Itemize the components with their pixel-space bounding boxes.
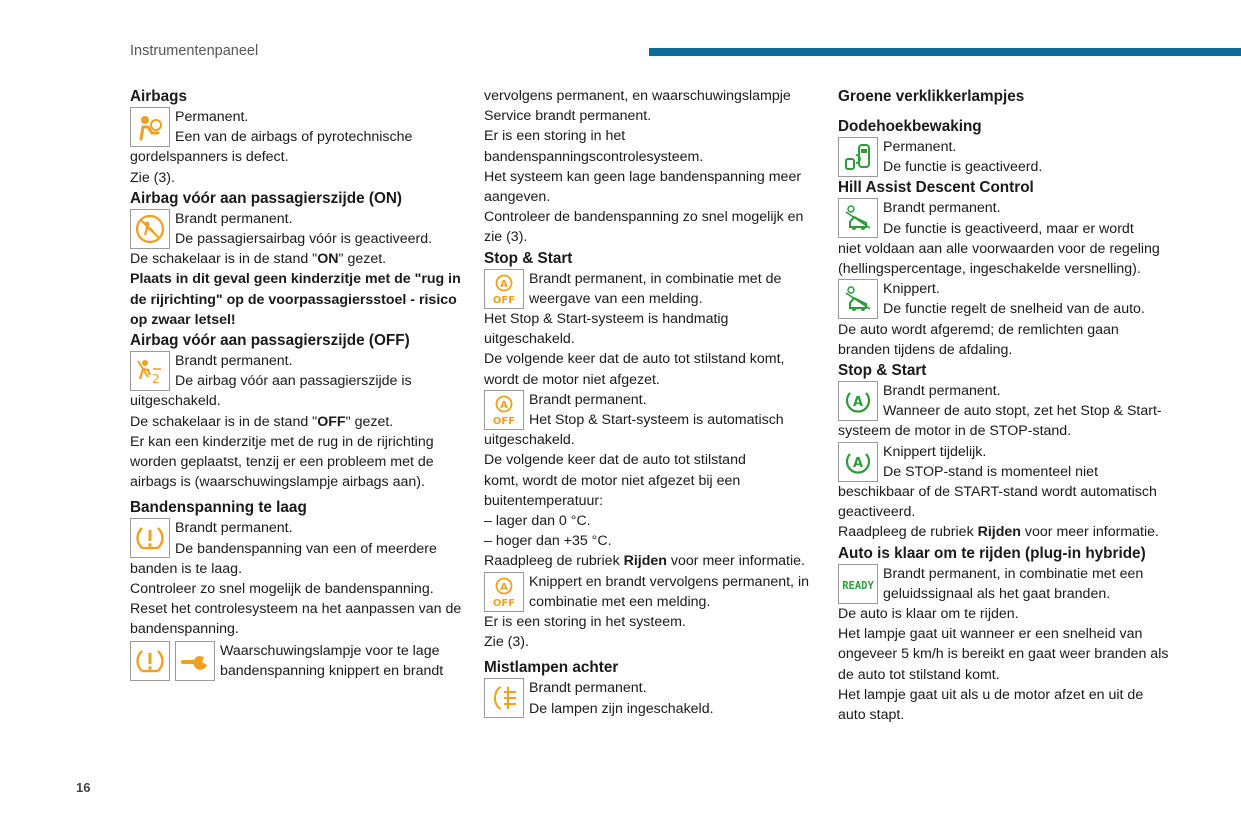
- text-line: Knippert tijdelijk.: [883, 443, 987, 460]
- heading-stop-start: Stop & Start: [484, 249, 573, 267]
- text-line: uitgeschakeld.: [484, 432, 575, 449]
- text-line: Het lampje gaat uit als u de motor afzet en uit de: [838, 686, 1144, 703]
- stop-start-manual-block: [484, 269, 820, 309]
- ready-label: READY: [842, 579, 874, 592]
- text-line: Er is een storing in het: [484, 128, 626, 145]
- stop-start-off-icon: [484, 390, 524, 430]
- text-line: geluidssignaal als het gaat branden.: [883, 585, 1111, 602]
- text-line: Brandt permanent.: [883, 383, 1001, 400]
- text-fragment-bold: OFF: [317, 413, 346, 430]
- heading-airbag-off: Airbag vóór aan passagierszijde (OFF): [130, 332, 410, 350]
- airbag-off-block: [130, 351, 465, 391]
- tyre-pressure-icon: [130, 518, 170, 558]
- text-line: Een van de airbags of pyrotechnische: [175, 129, 413, 146]
- text-fragment-bold: ON: [317, 251, 339, 268]
- list-item: – hoger dan +35 °C.: [484, 533, 612, 550]
- text-line: bandenspanning.: [130, 621, 239, 638]
- text-line: bandenspanning knippert en brandt: [220, 662, 444, 679]
- text-line: Zie (3).: [484, 634, 529, 651]
- text-line: uitgeschakeld.: [130, 393, 221, 410]
- blind-spot-block: [838, 137, 1183, 177]
- header-accent-bar: [649, 48, 1241, 56]
- heading-rear-fog: Mistlampen achter: [484, 659, 619, 677]
- off-label: OFF: [492, 597, 516, 608]
- svg-text:A: A: [500, 581, 508, 593]
- list-item: – lager dan 0 °C.: [484, 513, 591, 530]
- text-line: Brandt permanent.: [529, 680, 647, 697]
- text-line: geactiveerd.: [838, 504, 916, 521]
- text-line: Brandt permanent.: [529, 391, 647, 408]
- svg-text:A: A: [852, 395, 864, 411]
- warning-line: op zwaar letsel!: [130, 311, 236, 328]
- text-line: de auto tot stilstand komt.: [838, 666, 1000, 683]
- tyre-service-block: [130, 641, 465, 681]
- text-fragment: " gezet.: [338, 251, 387, 268]
- text-line: weergave van een melding.: [529, 290, 703, 307]
- hadc-blink-block: [838, 279, 1183, 319]
- text-line: wordt de motor niet afgezet.: [484, 371, 660, 388]
- heading-airbags: Airbags: [130, 88, 187, 105]
- svg-text:A: A: [852, 455, 864, 471]
- heading-airbag-on: Airbag vóór aan passagierszijde (ON): [130, 189, 403, 207]
- text-line: Waarschuwingslampje voor te lage: [220, 642, 440, 659]
- stop-start-active-icon: [838, 442, 878, 482]
- text-fragment: De schakelaar is in de stand ": [130, 251, 318, 268]
- text-line: (hellingspercentage, ingeschakelde versnelling).: [838, 261, 1141, 278]
- hadc-on-block: [838, 198, 1183, 238]
- warning-line: Plaats in dit geval geen kinderzitje met de "rug in: [130, 271, 461, 288]
- heading-ready: Auto is klaar om te rijden (plug-in hybride): [838, 544, 1146, 562]
- text-line: buitentemperatuur:: [484, 492, 604, 509]
- text-fragment: Raadpleeg de rubriek: [484, 553, 624, 570]
- text-line: Brandt permanent.: [175, 520, 293, 537]
- column-2: [484, 86, 820, 719]
- text-line: gordelspanners is defect.: [130, 149, 289, 166]
- text-line: De functie is geactiveerd.: [883, 159, 1043, 176]
- text-line: [130, 412, 465, 432]
- svg-text:A: A: [500, 278, 508, 290]
- airbag-on-block: [130, 209, 465, 249]
- service-wrench-icon: [175, 641, 215, 681]
- text-line: Knippert en brandt vervolgens permanent, in: [529, 573, 809, 590]
- text-line: Brandt permanent.: [175, 210, 293, 227]
- svg-text:A: A: [500, 399, 508, 411]
- text-line: Het Stop & Start-systeem is automatisch: [529, 412, 784, 429]
- text-line: Zie (3).: [130, 169, 175, 186]
- rear-fog-block: [484, 678, 820, 718]
- text-line: Brandt permanent, in combinatie met een: [883, 565, 1144, 582]
- heading-tyre-pressure: Bandenspanning te laag: [130, 499, 307, 517]
- passenger-airbag-on-icon: [130, 209, 170, 249]
- text-line: Knippert.: [883, 281, 940, 298]
- warning-line: de rijrichting" op de voorpassagiersstoel - risico: [130, 291, 457, 308]
- text-line: De lampen zijn ingeschakeld.: [529, 700, 714, 717]
- text-line: De volgende keer dat de auto tot stilstand: [484, 452, 746, 469]
- airbag-warning-icon: [130, 107, 170, 147]
- tyre-pressure-icon: [130, 641, 170, 681]
- text-line: airbags is (waarschuwingslampje airbags aan).: [130, 474, 425, 491]
- text-line: vervolgens permanent, en waarschuwingslampje: [484, 88, 791, 104]
- link-rijden: Rijden: [623, 553, 667, 570]
- text-line: Permanent.: [175, 109, 249, 125]
- column-3: [838, 86, 1183, 725]
- text-line: [484, 551, 820, 571]
- text-line: De airbag vóór aan passagierszijde is: [175, 373, 412, 390]
- text-line: combinatie met een melding.: [529, 593, 711, 610]
- text-fragment: voor meer informatie.: [1020, 524, 1159, 541]
- text-line: Permanent.: [883, 139, 957, 155]
- text-line: komt, wordt de motor niet afgezet bij een: [484, 472, 741, 489]
- text-fragment: voor meer informatie.: [666, 553, 805, 570]
- heading-blind-spot: Dodehoekbewaking: [838, 118, 982, 135]
- text-line: branden tijdens de afdaling.: [838, 341, 1013, 358]
- text-line: Brandt permanent.: [175, 353, 293, 370]
- blind-spot-icon: [838, 137, 878, 177]
- heading-green-lamps: Groene verklikkerlampjes: [838, 88, 1025, 105]
- text-line: De volgende keer dat de auto tot stilstand komt,: [484, 351, 785, 368]
- text-line: De STOP-stand is momenteel niet: [883, 463, 1099, 480]
- text-fragment: " gezet.: [345, 413, 394, 430]
- text-line: Het Stop & Start-systeem is handmatig: [484, 311, 729, 328]
- ready-icon: [838, 564, 878, 604]
- text-line: uitgeschakeld.: [484, 331, 575, 348]
- column-1: [130, 86, 465, 681]
- heading-hill-assist: Hill Assist Descent Control: [838, 179, 1034, 197]
- text-line: Er is een storing in het systeem.: [484, 614, 686, 631]
- text-line: De bandenspanning van een of meerdere: [175, 540, 437, 557]
- text-line: De functie is geactiveerd, maar er wordt: [883, 220, 1134, 237]
- off-label: OFF: [492, 415, 516, 426]
- text-fragment: De schakelaar is in de stand ": [130, 413, 318, 430]
- passenger-airbag-off-icon: [130, 351, 170, 391]
- tyre-block: [130, 518, 465, 558]
- text-line: bandenspanningscontrolesysteem.: [484, 148, 704, 165]
- text-line: aangeven.: [484, 189, 551, 206]
- text-line: Wanneer de auto stopt, zet het Stop & Start-: [883, 403, 1162, 420]
- text-line: De passagiersairbag vóór is geactiveerd.: [175, 231, 433, 248]
- page-header-title: Instrumentenpaneel: [130, 43, 259, 59]
- stop-start-active-icon: [838, 381, 878, 421]
- text-line: Het lampje gaat uit wanneer er een snelheid van: [838, 626, 1143, 643]
- text-line: Brandt permanent.: [883, 200, 1001, 217]
- text-fragment: Raadpleeg de rubriek: [838, 524, 978, 541]
- stop-start-green-block: [838, 381, 1183, 421]
- text-line: banden is te laag.: [130, 560, 243, 577]
- svg-text:2: 2: [152, 372, 160, 387]
- text-line: De auto is klaar om te rijden.: [838, 606, 1019, 623]
- stop-start-auto-block: [484, 390, 820, 430]
- text-line: auto stapt.: [838, 707, 905, 724]
- link-rijden: Rijden: [977, 524, 1021, 541]
- text-line: Brandt permanent, in combinatie met de: [529, 270, 782, 287]
- text-line: worden geplaatst, tenzij er een probleem met de: [130, 454, 434, 471]
- heading-stop-start-green: Stop & Start: [838, 362, 927, 380]
- text-line: Controleer zo snel mogelijk de bandenspanning.: [130, 581, 434, 598]
- ready-block: [838, 564, 1183, 604]
- off-label: OFF: [492, 294, 516, 305]
- stop-start-off-icon: [484, 572, 524, 612]
- text-line: zie (3).: [484, 229, 528, 246]
- stop-start-off-icon: [484, 269, 524, 309]
- text-line: beschikbaar of de START-stand wordt automatisch: [838, 484, 1157, 501]
- text-line: systeem de motor in de STOP-stand.: [838, 423, 1072, 440]
- hill-descent-icon: [838, 279, 878, 319]
- text-line: [130, 249, 465, 269]
- text-line: De auto wordt afgeremd; de remlichten gaan: [838, 321, 1119, 338]
- text-line: Er kan een kinderzitje met de rug in de rijrichting: [130, 433, 434, 450]
- text-line: Het systeem kan geen lage bandenspanning meer: [484, 168, 802, 185]
- text-line: De functie regelt de snelheid van de auto.: [883, 301, 1145, 318]
- text-line: Reset het controlesysteem na het aanpassen van de: [130, 601, 462, 618]
- hill-descent-icon: [838, 198, 878, 238]
- text-line: ongeveer 5 km/h is bereikt en gaat weer branden als: [838, 646, 1169, 663]
- page-number: 16: [76, 780, 91, 795]
- stop-start-green-blink-block: [838, 442, 1183, 482]
- text-line: Service brandt permanent.: [484, 108, 652, 125]
- stop-start-fault-block: [484, 572, 820, 612]
- text-line: [838, 522, 1183, 542]
- text-line: Controleer de bandenspanning zo snel mogelijk en: [484, 209, 804, 226]
- rear-fog-lamp-icon: [484, 678, 524, 718]
- airbags-block: [130, 107, 465, 147]
- text-line: niet voldaan aan alle voorwaarden voor de regeling: [838, 240, 1160, 257]
